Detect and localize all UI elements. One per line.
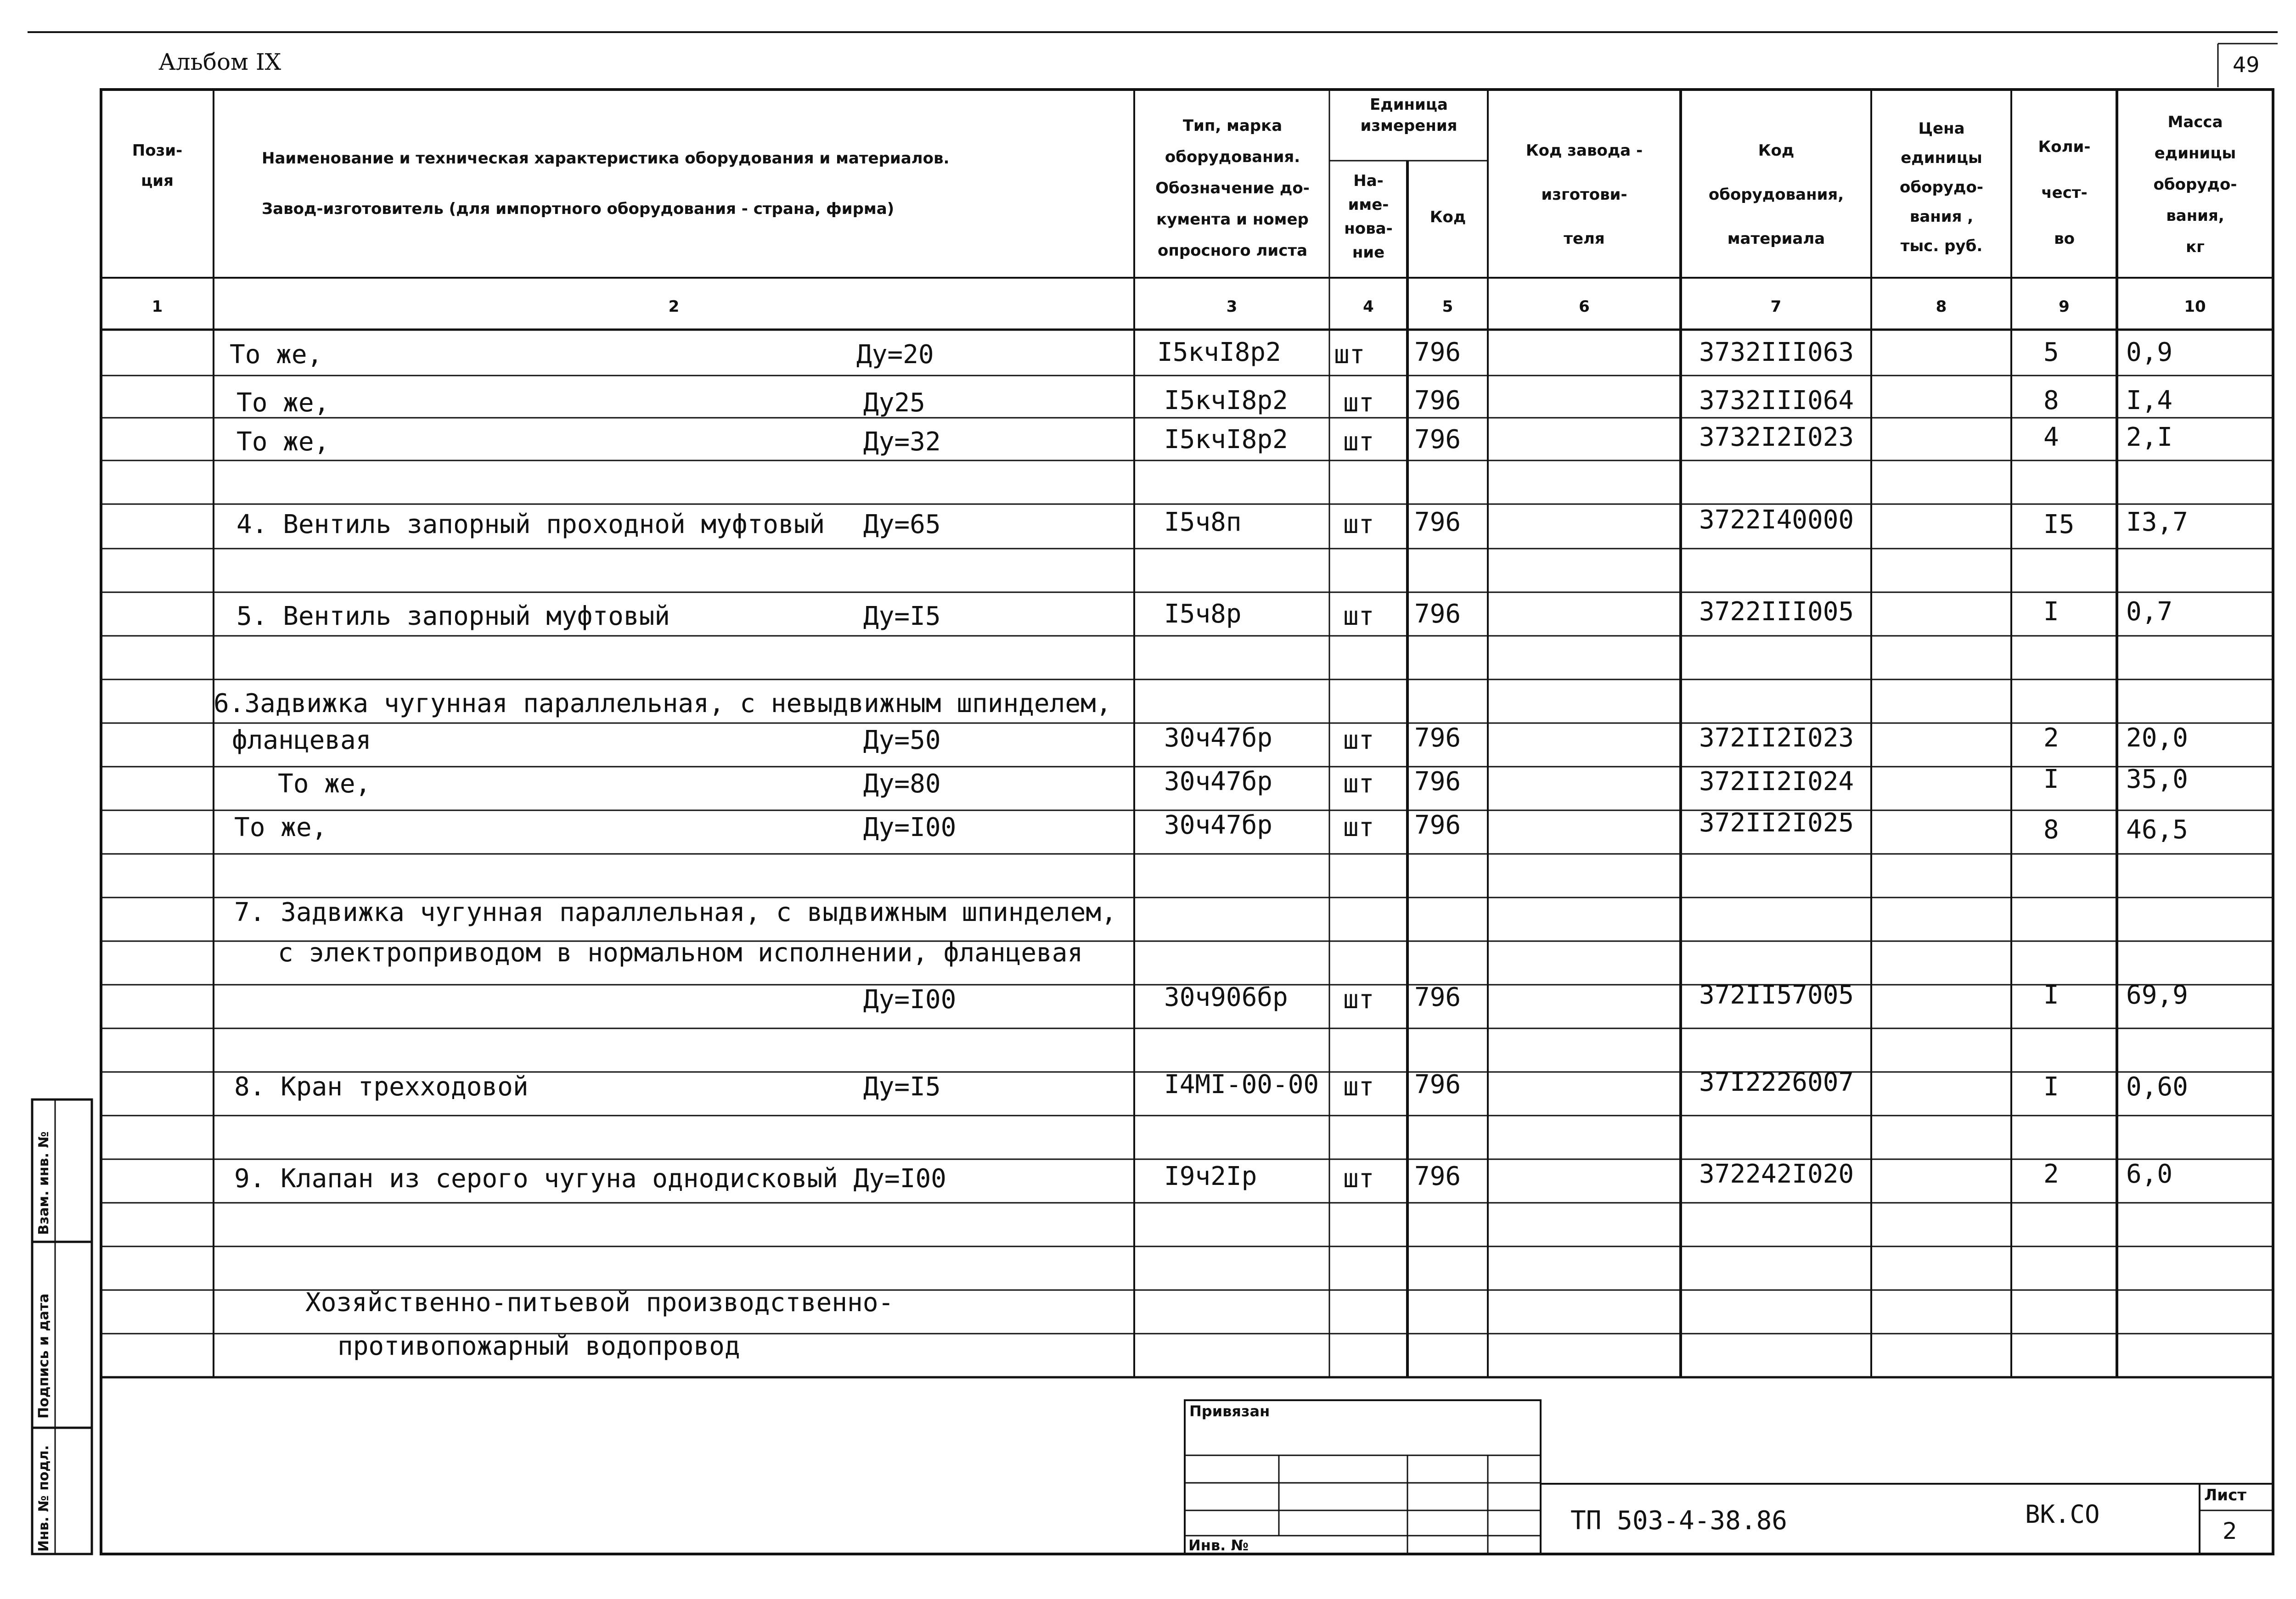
row-unit: шт [1343,1072,1374,1102]
row-mass: 2,I [2126,422,2173,452]
row-type: 30ч47бр [1164,723,1273,753]
row-qty: 8 [2043,815,2059,845]
row-material: 3732III064 [1699,386,1854,415]
row-unit: шт [1343,388,1374,418]
side-stamp-inv: Инв. № подл. [36,1445,52,1552]
row-qty: I [2043,1072,2059,1102]
row-qty: I [2043,764,2059,794]
row-code: 796 [1414,767,1461,797]
row-unit: шт [1343,769,1374,799]
row-du: Ду=I5 [863,1072,941,1102]
row-name: 4. Вентиль запорный проходной муфтовый [236,510,825,539]
row-type: I4MI-00-00 [1164,1070,1319,1100]
row-mass: I,4 [2126,386,2173,415]
row-material: 3732I2I023 [1699,422,1854,452]
list-number: 2 [2223,1518,2237,1544]
row-unit: шт [1343,601,1374,631]
row-du: Ду=20 [856,340,934,370]
row-name: То же, [236,388,330,418]
row-qty: I [2043,597,2059,627]
row-mass: 20,0 [2126,723,2188,753]
row-material: 3722I40000 [1699,505,1854,535]
header-col9: Коли- чест- во [2038,138,2091,248]
row-material: 372II57005 [1699,980,1854,1010]
row-unit: шт [1343,813,1374,842]
row-du: Ду=I00 [863,985,957,1015]
row-name: 8. Кран трехходовой [234,1072,529,1102]
row-mass: I3,7 [2126,507,2188,537]
header-col4: На- име- нова- ние [1344,172,1393,262]
colnum-1: 1 [152,297,163,316]
row-type: 30ч47бр [1164,767,1273,797]
colnum-9: 9 [2059,297,2070,316]
list-label: Лист [2204,1486,2246,1504]
row-unit: шт [1343,985,1374,1015]
row-du: Ду25 [863,388,925,418]
row-type: I5ч8р [1164,599,1242,629]
header-col2: Наименование и техническая характеристика оборудования и материалов. Завод-изготовитель (для импортного оборудования - страна, фирма) [262,149,950,218]
row-name: То же, [278,769,371,799]
row-du: Ду=32 [863,427,941,457]
header-col3: Тип, марка оборудования. Обозначение до- кумента и номер опросного листа [1155,117,1310,260]
row-material: 3732III063 [1699,337,1854,367]
side-stamp-vzam: Взам. инв. № [36,1131,52,1235]
row-code: 796 [1414,982,1461,1012]
row-mass: 35,0 [2126,764,2188,794]
header-col10: Масса единицы оборудо- вания, кг [2153,113,2237,256]
row-du: Ду=65 [863,510,941,539]
row-name: 5. Вентиль запорный муфтовый [236,601,670,631]
row-material: 372II2I023 [1699,723,1854,753]
page-number: 49 [2233,52,2260,77]
section-title-line2: противопожарный водопровод [338,1331,740,1361]
header-col7: Код оборудования, материала [1708,141,1844,248]
row-material: 372II2I025 [1699,808,1854,838]
colnum-5: 5 [1442,297,1453,316]
colnum-2: 2 [668,297,680,316]
stamp-privyazan: Привязан [1189,1403,1270,1420]
row-type: I5кчI8р2 [1164,386,1288,415]
row-du: Ду=I5 [863,601,941,631]
row-unit: шт [1343,725,1374,755]
header-col6: Код завода - изготови- теля [1525,141,1643,248]
row-mass: 69,9 [2126,980,2188,1010]
row-qty: 2 [2043,723,2059,753]
row-name: То же, [234,813,327,842]
row-unit: шт [1343,427,1374,457]
row-material: 37I2226007 [1699,1067,1854,1097]
row-material: 372242I020 [1699,1159,1854,1189]
colnum-8: 8 [1936,297,1947,316]
row-du: Ду=80 [863,769,941,799]
row-code: 796 [1414,599,1461,629]
header-col8: Цена единицы оборудо- вания , тыс. руб. [1900,119,1983,255]
row-code: 796 [1414,810,1461,840]
row-mass: 46,5 [2126,815,2188,845]
colnum-6: 6 [1579,297,1590,316]
row-qty: 8 [2043,386,2059,415]
row-name: То же, [236,427,330,457]
header-col1: Пози- ция [132,141,183,190]
row-name: с электроприводом в нормальном исполнении, фланцевая [278,938,1083,968]
row-mass: 0,60 [2126,1072,2188,1102]
header-col5: Код [1429,208,1466,226]
row-unit: шт [1343,510,1374,539]
row-qty: I [2043,980,2059,1010]
row-du: Ду=I00 [863,813,957,842]
row-type: I9ч2Iр [1164,1161,1257,1191]
colnum-7: 7 [1770,297,1782,316]
row-qty: I5 [2043,510,2075,539]
colnum-10: 10 [2184,297,2206,316]
row-type: I5ч8п [1164,507,1242,537]
colnum-3: 3 [1226,297,1238,316]
header-unit: Единица измерения [1360,95,1458,135]
row-code: 796 [1414,1161,1461,1191]
row-type: I5кчI8р2 [1164,425,1288,454]
row-mass: 6,0 [2126,1159,2173,1189]
row-code: 796 [1414,425,1461,454]
row-code: 796 [1414,723,1461,753]
row-type: 30ч906бр [1164,982,1288,1012]
row-qty: 5 [2043,337,2059,367]
row-unit: шт [1334,340,1365,370]
row-qty: 4 [2043,422,2059,452]
row-code: 796 [1414,337,1461,367]
sheet-code: ВК.СО [2025,1500,2100,1529]
row-code: 796 [1414,507,1461,537]
album-label: Альбом IX [158,49,281,75]
row-mass: 0,9 [2126,337,2173,367]
doc-code: ТП 503-4-38.86 [1570,1506,1788,1536]
row-mass: 0,7 [2126,597,2173,627]
row-unit: шт [1343,1164,1374,1194]
row-name: То же, [230,340,323,370]
row-name: фланцевая [232,725,371,755]
row-name: 7. Задвижка чугунная параллельная, с выдвижным шпинделем, [234,898,1117,927]
colnum-4: 4 [1363,297,1374,316]
row-code: 796 [1414,1070,1461,1100]
row-material: 3722III005 [1699,597,1854,627]
row-type: I5кчI8р2 [1157,337,1281,367]
row-material: 372II2I024 [1699,767,1854,797]
side-stamp-podpis: Подпись и дата [36,1293,52,1419]
section-title-line1: Хозяйственно-питьевой производственно- [305,1288,894,1318]
row-name: 9. Клапан из серого чугуна однодисковый Ду=I00 [234,1164,946,1194]
stamp-inv-no: Инв. № [1188,1537,1249,1554]
row-type: 30ч47бр [1164,810,1273,840]
row-name: 6.Задвижка чугунная параллельная, с невыдвижным шпинделем, [214,689,1112,718]
row-du: Ду=50 [863,725,941,755]
row-qty: 2 [2043,1159,2059,1189]
row-code: 796 [1414,386,1461,415]
